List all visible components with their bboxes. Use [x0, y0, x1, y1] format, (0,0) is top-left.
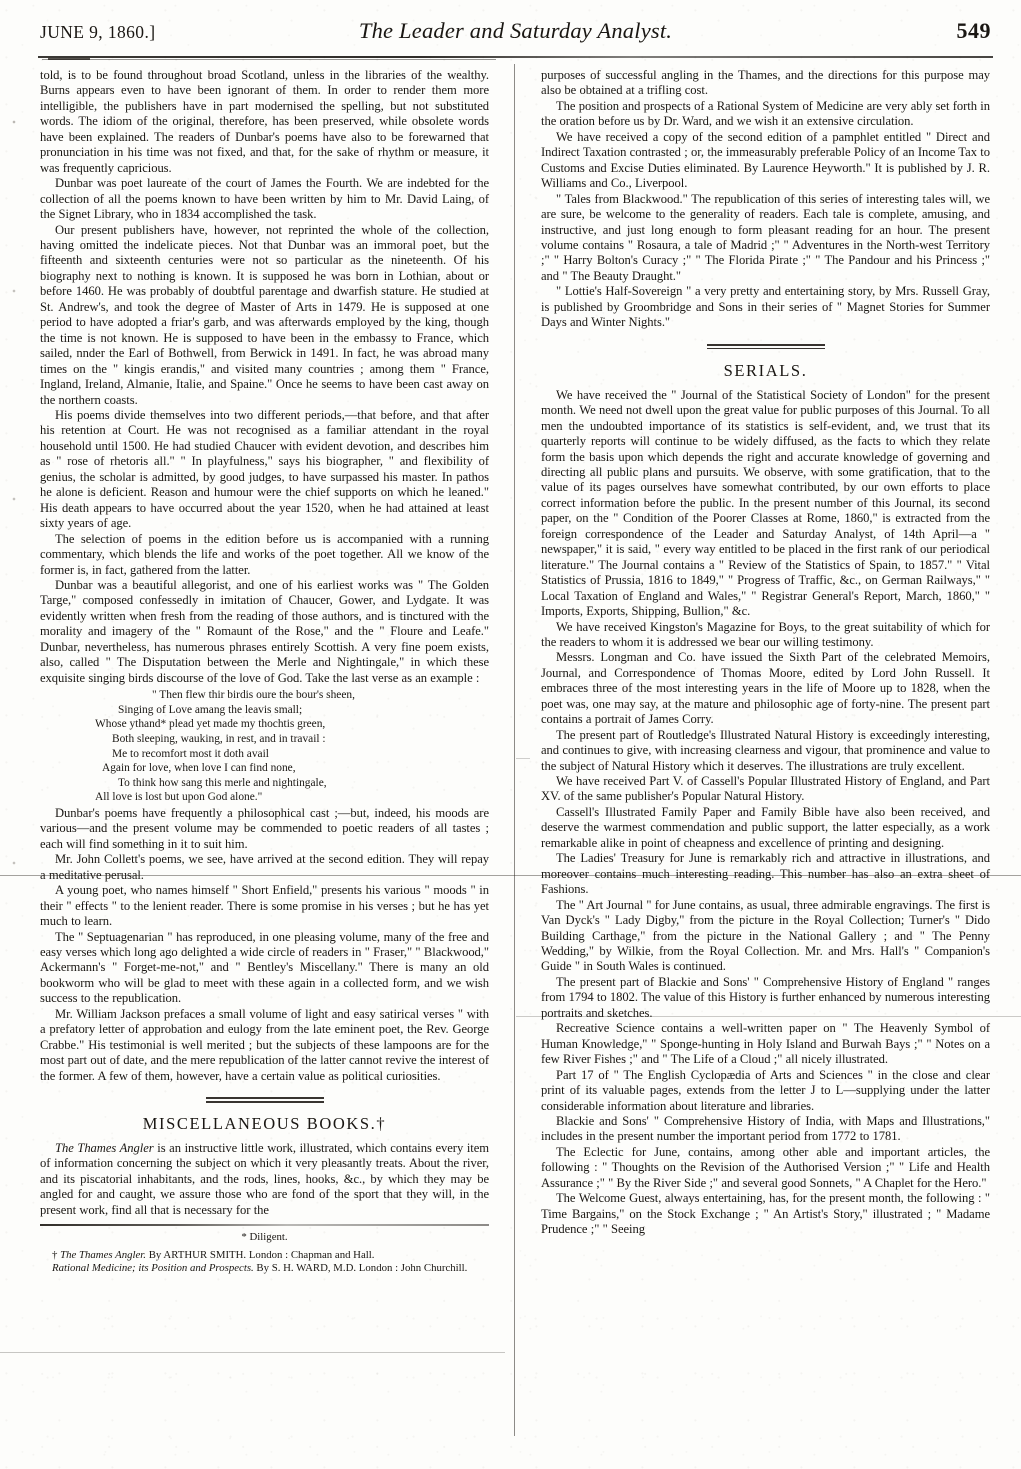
section-ornament-rule	[206, 1097, 324, 1103]
footnote-title-italic: The Thames Angler.	[60, 1248, 146, 1261]
paragraph: Mr. John Collett's poems, we see, have arrived at the second edition. They will repay a meditative perusal.	[40, 852, 489, 882]
verse-line: To think how sang this merle and nightingale,	[118, 776, 327, 789]
right-column	[541, 68, 990, 1238]
footnote-rational-medicine	[40, 1262, 489, 1275]
paragraph: The Welcome Guest, always entertaining, has, for the present month, the following : " Time Bargains," on the Stock Exchange ; " An Artist's Story," illustrated ; " Madame Prudence ;" " Seeing	[541, 1191, 990, 1237]
section-heading-miscellaneous-books: MISCELLANEOUS BOOKS.†	[142, 1114, 387, 1134]
footnote-text: Diligent.	[249, 1231, 288, 1244]
paragraph: Mr. William Jackson prefaces a small volume of light and easy satirical verses " with a prefatory letter of approbation and eulogy from the late eminent poet, the Rev. George Crabbe." His testimonial is well merited ; but the subjects of these lampoons are for the most part out of date, and the mere republication of the latter cannot revive the interest of the former. A few of them, however, have a certain value as political curiosities.	[40, 1006, 489, 1083]
column-divider-rule	[514, 64, 515, 1436]
masthead	[40, 18, 991, 52]
paragraph: The present part of Blackie and Sons' " Comprehensive History of England " ranges from 1794 to 1802. The value of this History is further enhanced by numerous interesting portraits and sketches.	[541, 974, 991, 1020]
verse-line: " Then flew thir birdis oure the bour's sheen,	[152, 689, 355, 702]
verse-line: Me to recomfort most it doth avail	[112, 747, 269, 760]
footnote-text: By S. H. WARD, M.D. London : John Churchill.	[253, 1262, 468, 1275]
verse-line: All love is lost but upon God alone."	[95, 791, 263, 804]
book-title-italic: The Thames Angler	[55, 1141, 154, 1156]
paragraph: Messrs. Longman and Co. have issued the Sixth Part of the celebrated Memoirs, Journal, and Correspondence of Thomas Moore, edited by Lord John Russell. It embraces three of the most interesting years in the life of Moore up to 1828, when the poet was, one may say, at the mature and philosophic age of forty-nine. The present part contains a portrait of James Corry.	[541, 650, 990, 727]
footnote-marker: †	[52, 1248, 58, 1261]
paragraph: Dunbar was poet laureate of the court of James the Fourth. We are indebted for the collection of all the poems known to have been written by him to Mr. David Laing, of the Signet Library, who in 1834 accomplished the task.	[40, 176, 489, 222]
paragraph: The Ladies' Treasury for June is remarkably rich and attractive in illustrations, and moreover contains much interesting reading. This number has also an extra sheet of Fashions.	[541, 851, 990, 897]
footnote-rule	[40, 1224, 489, 1226]
paragraph: The Eclectic for June, contains, among other able and important articles, the following : " Thoughts on the Revision of the Authorised Version ;" " Life and Health Assurance ;" " By the River Side ;" and several good Sonnets, " A Chaplet for the Hero."	[541, 1144, 990, 1190]
top-rule-fragment	[48, 58, 90, 60]
paragraph-thames-angler	[40, 1141, 489, 1218]
paragraph: We have received Kingston's Magazine for Boys, to the great suitability of which for the readers to whom it is addressed we bear our willing testimony.	[541, 619, 990, 649]
issue-date: JUNE 9, 1860.]	[40, 22, 156, 42]
section-heading-serials: SERIALS.	[723, 360, 808, 380]
paragraph: The " Art Journal " for June contains, as usual, three admirable engravings. The first is Van Dyck's " Lady Digby," from the picture in the Royal Collection; Turner's " Dido Building Carthage," from the picture in the National Gallery ; and " The Penny Wedding," by Wilkie, from the Royal Collection. Mr. and Mrs. Hall's " Companion's Guide " in South Wales is continued.	[541, 897, 990, 974]
scan-edge-speckle	[12, 70, 16, 1370]
paragraph: Dunbar's poems have frequently a philosophical cast ;—but, indeed, his moods are various—and the present volume may be commended to poetic readers of all tastes ; each will find something in it to suit him.	[40, 805, 489, 851]
left-column	[40, 68, 489, 1276]
footnote-text: By ARTHUR SMITH. London : Chapman and Hall.	[146, 1248, 375, 1261]
paragraph: " Lottie's Half-Sovereign " a very pretty and entertaining story, by Mrs. Russell Gray, is published by Groombridge and Sons in their series of " Magnet Stories for Summer Days and Winter Nights."	[541, 284, 990, 330]
paragraph: The selection of poems in the edition before us is accompanied with a running commentary, which blends the life and works of the poet together. All we know of the former is, in fact, gathered from the latter.	[40, 531, 489, 577]
footnote-title-italic: Rational Medicine; its Position and Prospects.	[52, 1262, 254, 1275]
paragraph: " Tales from Blackwood." The republication of this series of interesting tales will, we are sure, be welcome to the generality of readers. Each tale is complete, amusing, and instructive, and just long enough to form pleasant reading for an hour. The present volume contains " Rosaura, a tale of Madrid ;" " Adventures in the North-west Territory ;" " Harry Bolton's Curacy ;" " The Florida Pirate ;" " The Pandour and his Princess ;" and " The Beauty Draught."	[541, 191, 990, 283]
section-ornament-rule	[707, 344, 825, 350]
paragraph: His poems divide themselves into two different periods,—that before, and that after his retention at Court. He was not recognised as a familiar attendant in the royal household until 1500. He had studied Chaucer with evident devotion, and describes him as " rose of rhetoris all." " In playfulness," says his biographer, " and flexibility of genius, the scholar is admitted, by good judges, to have surpassed his master. In pathos he alone is deficient. Reason and humour were the chief supports on which he leaned." His death appears to have occurred about the year 1520, when he had attained at least sixty years of age.	[40, 407, 489, 531]
paragraph: Cassell's Illustrated Family Paper and Family Bible have also been received, and deserve the warmest commendation and public support, the latter especially, as a work remarkable alike in point of cheapness and excellence of printing and designing.	[541, 804, 990, 850]
column-grid	[40, 68, 990, 1446]
masthead-rule	[38, 56, 993, 58]
verse-line: Both sleeping, wauking, in rest, and in travail :	[112, 732, 326, 745]
footnote-marker: *	[241, 1231, 247, 1244]
page-number: 549	[956, 18, 991, 43]
paragraph: purposes of successful angling in the Thames, and the directions for this purpose may also be obtained at a trifling cost.	[541, 68, 990, 98]
paragraph: Recreative Science contains a well-written paper on " The Heavenly Symbol of Human Knowledge," " Sponge-hunting in Holy Island and Burwah Bays ;" " Notes on a few River Fishes ;" and " The Life of a Cloud ;" all nicely illustrated.	[541, 1021, 990, 1067]
paragraph: Part 17 of " The English Cyclopædia of Arts and Sciences " in the close and clear print of its valuable pages, extends from the letter J to L—supplying under the latter considerable information about literature and libraries.	[541, 1067, 990, 1113]
paragraph: We have received Part V. of Cassell's Popular Illustrated History of England, and Part XV. of the same publisher's Popular Natural History.	[541, 774, 990, 804]
paragraph: Dunbar was a beautiful allegorist, and one of his earliest works was " The Golden Targe," composed confessedly in imitation of Chaucer, Gower, and Lydgate. It was evidently written when fresh from the reading of those authors, and is tinctured with the morality and imagery of the " Romaunt of the Rose," and the " Floure and Leafe." Dunbar, nevertheless, has numerous phrases entirely Scottish. A very fine poem exists, also, called " The Disputation between the Merle and Nightingale," in which these exquisite singing birds discourse of the love of God. Take the last verse as an example :	[40, 577, 489, 685]
paragraph: Blackie and Sons' " Comprehensive History of India, with Maps and Illustrations," includes in the present number the important period from 1772 to 1781.	[541, 1114, 990, 1144]
paragraph-body: is an instructive little work, illustrated, which contains every item of information concerning the subject on which it very pleasantly treats. About the river, and its piscatorial inhabitants, and the rods, lines, hooks, &c., by which they may be angled for and caught, we assure those who are fond of the sport that they will, in the present work, find all that is necessary for the	[40, 1141, 489, 1217]
paragraph: The present part of Routledge's Illustrated Natural History is exceedingly interesting, and continues to give, with increasing clearness and vigour, that prominence and value to the subject of Natural History which it deserves. The illustrations are truly excellent.	[541, 727, 990, 773]
paragraph: Our present publishers have, however, not reprinted the whole of the collection, having omitted the indelicate pieces. Not that Dunbar was an immoral poet, but the fifteenth and sixteenth centuries were not so particular as the nineteenth. Of his biography next to nothing is known. It is supposed he was born in Lothian, about or before 1460. He was probably of doubtful parentage and dwarfish stature. He studied at St. Andrew's, and took the degree of Master of Arts in 1479. He is supposed at one period to have adopted a friar's garb, and was afterwards employed by the king, though the time is not known. He is supposed to have been in the embassy to France, which sailed, nnder the Earl of Bothwell, from Berwick in 1491. In fact, he was abroad many times on the " kingis erandis," and visited many countries ; among them " France, Ingland, Ireland, Almanie, Italie, and Spaine." Once he seems to have been cast away on the northern coasts.	[40, 222, 489, 407]
verse-line: Whose ythand* plead yet made my thochtis green,	[95, 718, 326, 731]
verse-line: Again for love, when love I can find none,	[102, 762, 296, 775]
paragraph: We have received the " Journal of the Statistical Society of London" for the present month. We need not dwell upon the great value for public purposes of this Journal. To all men the undoubted importance of its statistics is self-evident, and, we trust that its quarterly reports will continue to be widely diffused, as the facts to which they relate form the basis upon which depends the right and accurate knowledge of governing and directing all public plans and pursuits. We observe, with some gratification, that to the value of its pages ourselves have somewhat contributed, by our own efforts to place correct information before the public. In the present number of this Journal, its second paper, on the " Condition of the Poorer Classes at Rome, 1860," is extracted from the foreign correspondence of the Leader and Saturday Analyst, of 14th April—a " newspaper," it is said, " every way entitled to be placed in the first rank of our periodical literature." The Journal contains a " Review of the Statistics of Spain, to 1857." " Vital Statistics of Prussia, 1816 to 1849," " Progress of Traffic, &c., on German Railways," " Local Taxation of England and Wales," " Registrar General's Report, March, 1860," " Imports, Exports, Shipping, Bullion," &c.	[541, 387, 990, 619]
paragraph: The " Septuagenarian " has reproduced, in one pleasing volume, many of the free and easy verses which long ago delighted a wide circle of readers in " Fraser," " Blackwood," Ackermann's " Forget-me-not," and " Bentley's Miscellany." There is many an old bookworm who will be glad to meet with these again in a collected form, and we wish success to the republication.	[40, 929, 489, 1006]
verse-block	[40, 688, 489, 805]
paragraph: The position and prospects of a Rational System of Medicine are very ably set forth in the oration before us by Dr. Ward, and we wish it an extensive circulation.	[541, 98, 990, 129]
footnote-thames-angler	[40, 1249, 489, 1262]
paragraph: told, is to be found throughout broad Scotland, unless in the libraries of the wealthy. Burns appears even to have been ignorant of them. In order to render them more intelligible, the publishers have in part modernised the spelling, but not substituted words. The idiom of the original, therefore, has been preserved, while obsolete words have been explained. The readers of Dunbar's poems have also to be forewarned that pronunciation in his time was not fixed, and that, for the sake of rhythm or measure, it was frequently capricious.	[40, 68, 489, 175]
footnote-diligent	[40, 1231, 489, 1244]
publication-title: The Leader and Saturday Analyst.	[358, 18, 673, 43]
paragraph: We have received a copy of the second edition of a pamphlet entitled " Direct and Indirect Taxation contrasted ; or, the immeasurably preferable Policy of an Income Tax to Customs and Excise Duties eliminated. By Laurence Heyworth." It is published by J. R. Williams and Co., Liverpool.	[541, 129, 990, 191]
verse-line: Singing of Love amang the leavis small;	[118, 703, 303, 716]
paragraph: A young poet, who names himself " Short Enfield," presents his various " moods " in their " effects " to the lenient reader. There is some promise in his verses ; but he has yet much to learn.	[40, 883, 489, 929]
